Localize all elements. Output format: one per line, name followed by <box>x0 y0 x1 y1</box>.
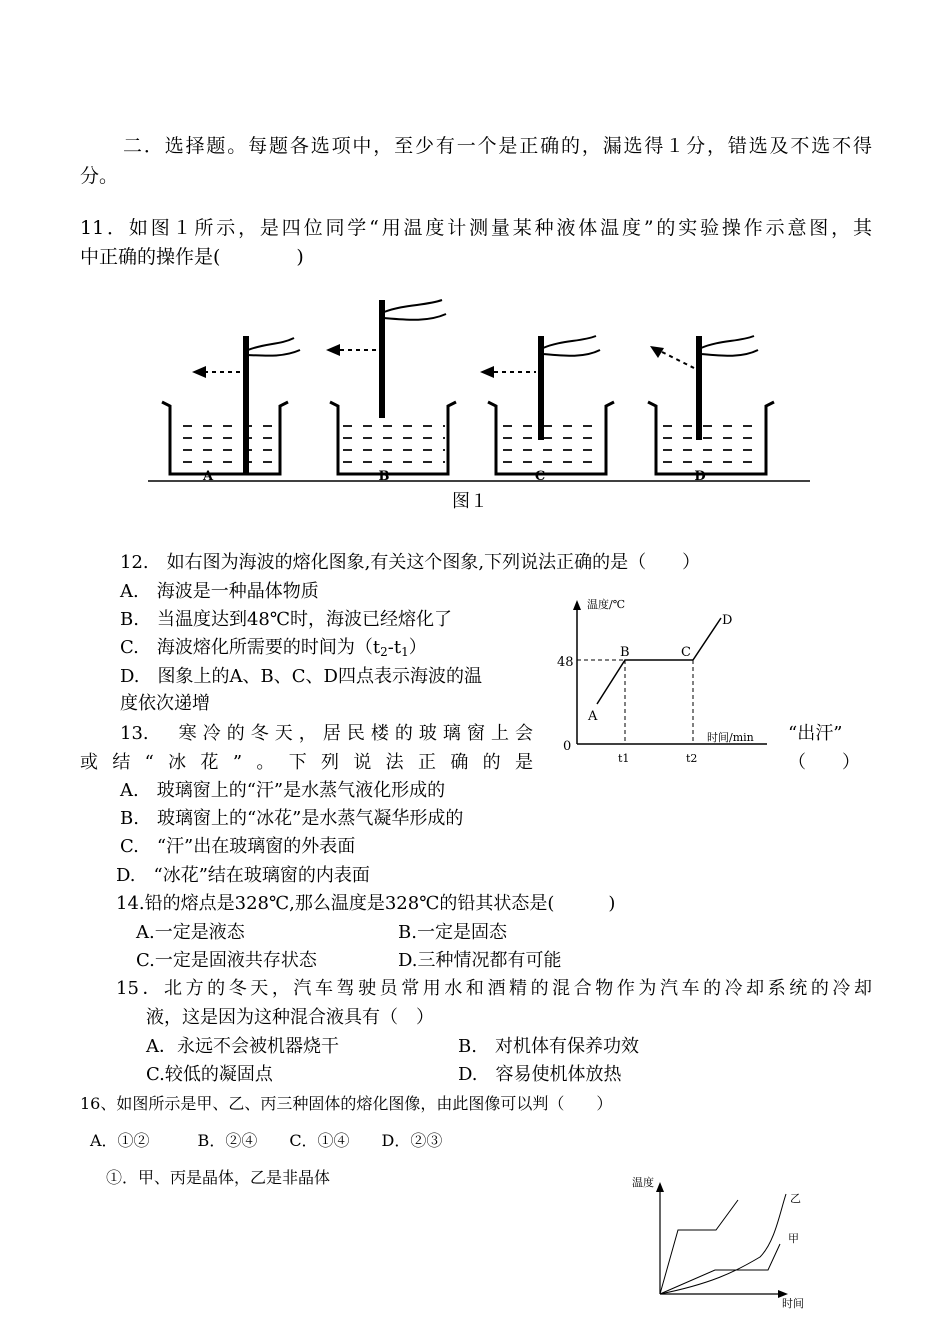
q12-option-b: B. 当温度达到48℃时，海波已经熔化了 <box>120 609 452 630</box>
q15-stem-line1: 15．北方的冬天，汽车驾驶员常用水和酒精的混合物作为汽车的冷却系统的冷却 <box>116 978 872 999</box>
q14-stem: 14.铅的熔点是328℃,那么温度是328℃的铅其状态是( ) <box>116 893 616 914</box>
q12-option-c: C. 海波熔化所需要的时间为$(t_2-t_1)$ <box>120 637 427 659</box>
chart-point-b: B <box>620 645 630 660</box>
chart-x-tick-t1: t1 <box>618 752 630 765</box>
q13-stem-line2a: 或结“冰花”。下列说法正确的是 <box>80 752 533 773</box>
chart-x-tick-t2: t2 <box>686 752 698 765</box>
beaker-c <box>480 336 614 474</box>
q15-option-c: C.较低的凝固点 <box>146 1064 273 1085</box>
beaker-label-d: D <box>694 469 706 484</box>
beaker-label-a: A <box>202 469 214 484</box>
beaker-a <box>162 336 300 474</box>
q12-option-a: A. 海波是一种晶体物质 <box>120 581 319 602</box>
section-heading-line2: 分。 <box>80 165 119 187</box>
q14-option-d: D.三种情况都有可能 <box>398 950 562 971</box>
q14-option-a: A.一定是液态 <box>136 922 245 943</box>
q16-stem: 16、如图所示是甲、乙、丙三种固体的熔化图像，由此图像可以判（ ） <box>80 1094 613 1113</box>
q13-stem-line1b: “出汗” <box>788 723 843 744</box>
melting-curve-chart <box>555 592 785 772</box>
q13-option-b: B. 玻璃窗上的“冰花”是水蒸气凝华形成的 <box>120 808 464 829</box>
chart-point-d: D <box>722 613 733 628</box>
figure-1-caption: 图１ <box>452 491 488 512</box>
three-solids-melting-chart <box>630 1172 820 1312</box>
beaker-d <box>648 336 774 474</box>
q13-option-c: C. “汗”出在玻璃窗的外表面 <box>120 836 356 857</box>
q11-stem-line2: 中正确的操作是( ) <box>80 246 304 268</box>
q15-option-d: D. 容易使机体放热 <box>458 1064 622 1085</box>
chart-x-label: 时间/min <box>707 731 754 744</box>
q15-stem-line2: 液，这是因为这种混合液具有（ ） <box>146 1007 434 1028</box>
q13-option-a: A. 玻璃窗上的“汗”是水蒸气液化形成的 <box>120 780 446 801</box>
chart-point-a: A <box>588 709 598 724</box>
q16-statement-1: ①．甲、丙是晶体，乙是非晶体 <box>106 1168 331 1187</box>
q14-option-b: B.一定是固态 <box>398 922 507 943</box>
q13-stem-line2b: （ ） <box>788 752 860 773</box>
q15-option-a: A．永远不会被机器烧干 <box>146 1036 339 1057</box>
q14-option-c: C.一定是固液共存状态 <box>136 950 317 971</box>
q13-option-d: D. “冰花”结在玻璃窗的内表面 <box>116 865 370 886</box>
thermometer-figure <box>140 288 820 498</box>
q15-option-b: B. 对机体有保养功效 <box>458 1036 639 1057</box>
chart2-series-yi: 乙 <box>790 1192 801 1205</box>
beaker-b <box>326 300 456 474</box>
q11-stem-line1: 11．如图１所示，是四位同学“用温度计测量某种液体温度”的实验操作示意图，其 <box>80 217 872 239</box>
chart2-y-label: 温度 <box>632 1176 654 1189</box>
chart-y-tick-48: 48 <box>557 655 574 670</box>
chart-origin: 0 <box>563 739 572 754</box>
chart-y-label: 温度/℃ <box>587 598 626 611</box>
q13-stem-line1a: 13. 寒冷的冬天，居民楼的玻璃窗上会 <box>120 723 533 744</box>
q16-options: A．①② B．②④ C．①④ D．②③ <box>90 1131 443 1150</box>
q12-option-d-line2: 度依次递增 <box>120 693 210 714</box>
chart2-series-jia: 甲 <box>788 1232 799 1245</box>
q12-stem: 12. 如右图为海波的熔化图象,有关这个图象,下列说法正确的是（ ） <box>120 552 701 573</box>
beaker-label-c: C <box>534 469 546 484</box>
q12-option-d-line1: D. 图象上的A、B、C、D四点表示海波的温 <box>120 666 482 687</box>
section-heading-line1: 二．选择题。每题各选项中，至少有一个是正确的，漏选得１分，错选及不选不得 <box>123 135 872 157</box>
chart-point-c: C <box>681 645 691 660</box>
beaker-label-b: B <box>378 469 390 484</box>
chart2-x-label: 时间 <box>782 1297 804 1310</box>
